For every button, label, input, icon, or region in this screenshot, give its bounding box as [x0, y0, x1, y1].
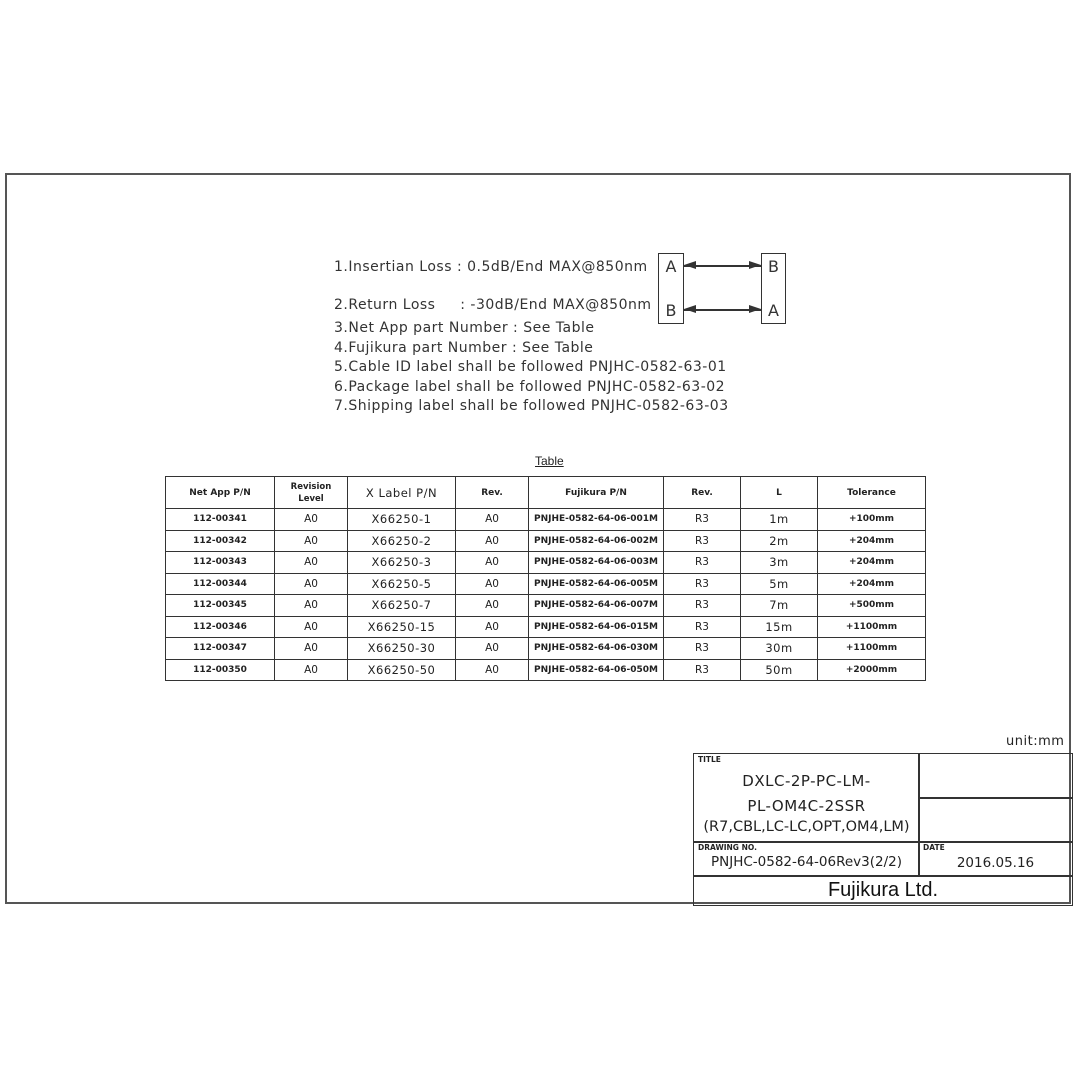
header-length: L [741, 477, 818, 509]
table-row [166, 573, 926, 595]
cell-rev: A0 [456, 638, 529, 660]
table-row [166, 659, 926, 681]
date-cell [918, 841, 1073, 877]
cell-tolerance: +2000mm [818, 659, 926, 681]
drawing-no: PNJHC-0582-64-06Rev3(2/2) [710, 854, 903, 870]
cell-tolerance: +1100mm [818, 638, 926, 660]
cell-xlabel-pn: X66250-15 [348, 616, 456, 638]
cell-netapp-pn: 112-00342 [166, 530, 275, 552]
cell-tolerance: +100mm [818, 509, 926, 531]
cell-rev-2: R3 [664, 552, 741, 574]
table-header-row [166, 477, 926, 509]
right-connector-box [761, 253, 786, 324]
table-row [166, 595, 926, 617]
cell-fujikura-pn: PNJHE-0582-64-06-005M [529, 573, 664, 595]
header-tolerance: Tolerance [818, 477, 926, 509]
cell-rev: A0 [456, 659, 529, 681]
title-block [693, 753, 1073, 906]
title-cell [693, 753, 920, 843]
cell-rev-2: R3 [664, 638, 741, 660]
cell-revision-level: A0 [275, 509, 348, 531]
unit-label: unit:mm [1006, 734, 1065, 749]
blank-cell-lower [918, 797, 1073, 843]
cell-revision-level: A0 [275, 638, 348, 660]
cell-fujikura-pn: PNJHE-0582-64-06-030M [529, 638, 664, 660]
cell-netapp-pn: 112-00341 [166, 509, 275, 531]
double-arrow-icon [684, 265, 761, 267]
cell-netapp-pn: 112-00346 [166, 616, 275, 638]
cell-rev-2: R3 [664, 530, 741, 552]
cell-fujikura-pn: PNJHE-0582-64-06-015M [529, 616, 664, 638]
table-row [166, 616, 926, 638]
table-row [166, 638, 926, 660]
cell-xlabel-pn: X66250-50 [348, 659, 456, 681]
note-shipping-label: 7.Shipping label shall be followed PNJHC-0582-63-03 [334, 398, 729, 414]
cell-rev: A0 [456, 595, 529, 617]
drawing-no-cell [693, 841, 920, 877]
left-port-a: A [665, 257, 677, 276]
double-arrow-icon [684, 309, 761, 311]
title-line-1: DXLC-2P-PC-LM- [742, 772, 871, 790]
cell-netapp-pn: 112-00343 [166, 552, 275, 574]
cell-xlabel-pn: X66250-3 [348, 552, 456, 574]
cell-rev-2: R3 [664, 573, 741, 595]
cell-revision-level: A0 [275, 573, 348, 595]
cell-length: 5m [741, 573, 818, 595]
cell-xlabel-pn: X66250-1 [348, 509, 456, 531]
cell-rev-2: R3 [664, 595, 741, 617]
note-cable-id-label: 5.Cable ID label shall be followed PNJHC-0582-63-01 [334, 359, 727, 375]
cell-tolerance: +1100mm [818, 616, 926, 638]
cell-netapp-pn: 112-00345 [166, 595, 275, 617]
cell-netapp-pn: 112-00347 [166, 638, 275, 660]
title-label: TITLE [698, 755, 721, 764]
cell-rev: A0 [456, 552, 529, 574]
cell-length: 30m [741, 638, 818, 660]
cell-length: 50m [741, 659, 818, 681]
left-port-b: B [665, 301, 677, 320]
header-netapp-pn: Net App P/N [166, 477, 275, 509]
notes-block [334, 258, 729, 416]
cell-fujikura-pn: PNJHE-0582-64-06-007M [529, 595, 664, 617]
cell-tolerance: +204mm [818, 552, 926, 574]
cell-fujikura-pn: PNJHE-0582-64-06-002M [529, 530, 664, 552]
date-label: DATE [923, 843, 945, 852]
cell-length: 2m [741, 530, 818, 552]
table-caption: Table [535, 454, 564, 468]
cell-revision-level: A0 [275, 659, 348, 681]
table-row [166, 552, 926, 574]
cell-revision-level: A0 [275, 616, 348, 638]
cell-revision-level: A0 [275, 552, 348, 574]
cell-length: 15m [741, 616, 818, 638]
cell-xlabel-pn: X66250-5 [348, 573, 456, 595]
header-rev: Rev. [456, 477, 529, 509]
left-connector-box [658, 253, 684, 324]
cell-rev: A0 [456, 509, 529, 531]
cell-xlabel-pn: X66250-2 [348, 530, 456, 552]
note-return-loss: 2.Return Loss : -30dB/End MAX@850nm [334, 297, 652, 313]
right-port-b: B [768, 257, 779, 276]
cell-fujikura-pn: PNJHE-0582-64-06-050M [529, 659, 664, 681]
cell-xlabel-pn: X66250-30 [348, 638, 456, 660]
cell-rev: A0 [456, 616, 529, 638]
cell-fujikura-pn: PNJHE-0582-64-06-003M [529, 552, 664, 574]
date-value: 2016.05.16 [956, 855, 1035, 871]
note-fujikura-pn: 4.Fujikura part Number : See Table [334, 339, 594, 356]
cell-tolerance: +500mm [818, 595, 926, 617]
cell-rev: A0 [456, 530, 529, 552]
blank-cell-upper [918, 753, 1073, 799]
cell-length: 7m [741, 595, 818, 617]
table-row [166, 509, 926, 531]
note-package-label: 6.Package label shall be followed PNJHC-0582-63-02 [334, 378, 726, 395]
header-xlabel-pn: X Label P/N [348, 477, 456, 509]
note-insertion-loss: 1.Insertian Loss : 0.5dB/End MAX@850nm [334, 259, 648, 275]
cell-rev-2: R3 [664, 616, 741, 638]
cell-rev-2: R3 [664, 509, 741, 531]
header-revision-level: Revision Level [275, 477, 348, 509]
cell-netapp-pn: 112-00350 [166, 659, 275, 681]
cell-tolerance: +204mm [818, 573, 926, 595]
title-line-2: PL-OM4C-2SSR [747, 797, 866, 815]
note-netapp-pn: 3.Net App part Number : See Table [334, 320, 595, 336]
cell-xlabel-pn: X66250-7 [348, 595, 456, 617]
header-rev-2: Rev. [664, 477, 741, 509]
title-line-3: (R7,CBL,LC-LC,OPT,OM4,LM) [703, 819, 910, 835]
drawing-no-label: DRAWING NO. [698, 843, 757, 852]
cell-tolerance: +204mm [818, 530, 926, 552]
company-cell [693, 875, 1073, 906]
cell-length: 3m [741, 552, 818, 574]
cell-netapp-pn: 112-00344 [166, 573, 275, 595]
cell-rev-2: R3 [664, 659, 741, 681]
table-row [166, 530, 926, 552]
cell-fujikura-pn: PNJHE-0582-64-06-001M [529, 509, 664, 531]
part-number-table [165, 476, 926, 681]
header-fujikura-pn: Fujikura P/N [529, 477, 664, 509]
cell-revision-level: A0 [275, 530, 348, 552]
cell-revision-level: A0 [275, 595, 348, 617]
company-name: Fujikura Ltd. [827, 879, 939, 901]
cell-rev: A0 [456, 573, 529, 595]
cell-length: 1m [741, 509, 818, 531]
right-port-a: A [768, 301, 779, 320]
